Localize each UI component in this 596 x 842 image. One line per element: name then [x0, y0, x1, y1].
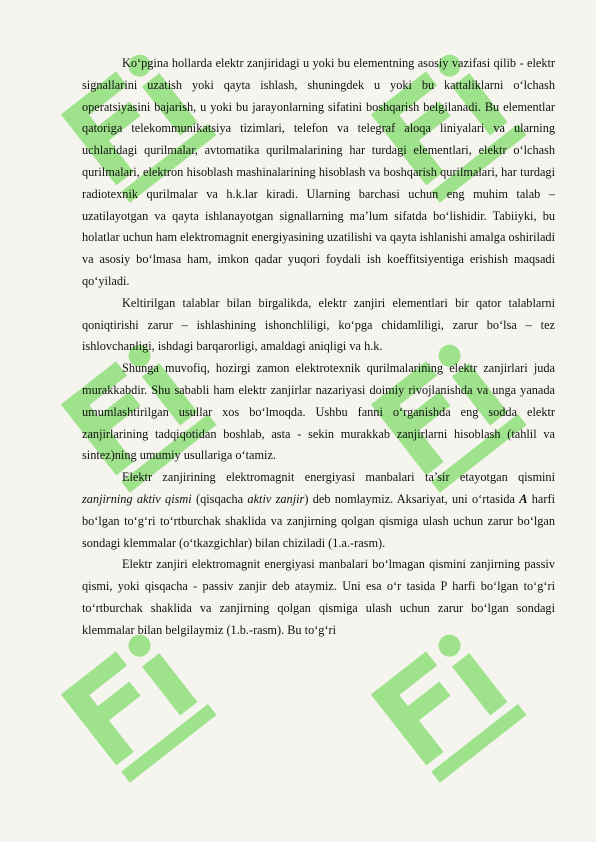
text-run: harfi bo‘lgan to‘g‘ri to‘rtburchak shaklida va zanjirning qolgan qismiga ulash uchun zarur bo‘lgan sondagi klemmalar (o‘tkazgichlar) bilan chiziladi (1.a.-rasm).: [82, 491, 555, 550]
text-run: Shunga muvofiq, hozirgi zamon elektrotexnik qurilmalarining elektr zanjirlari juda murakkabdir. Shu sababli ham elektr zanjirlar nazariyasi doimiy rivojlanishda va unga yanada umumlashtirilgan usullar xos bo‘lmoqda. Ushbu fanni o‘rganishda eng sodda elektr zanjirlarining tadqiqotidan boshlab, asta - sekin murakkab zanjirlarni hisoblash (tahlil va sintez)ning umumiy usullariga o‘tamiz.: [82, 361, 555, 463]
text-run: ) deb nomlaymiz. Aksariyat, uni o‘rtasida: [304, 491, 520, 506]
symbol-a: A: [519, 491, 528, 506]
term-italic: aktiv zanjir: [247, 491, 305, 506]
text-run: Keltirilgan talablar bilan birgalikda, elektr zanjiri elementlari bir qator talablarni qoniqtirishi zarur – ishlashining ishonchliligi, ko‘pga chidamliligi, zarur bo‘lsa – tez ishlovchanligi, ishdagi barqarorligi, amaldagi aniqligi va h.k.: [82, 295, 555, 354]
document-body: [82, 53, 555, 642]
paragraph-active-circuit: [82, 467, 555, 554]
text-run: Elektr zanjiri elektromagnit energiyasi manbalari bo‘lmagan qismini zanjirning passiv qismi, yoki qisqacha - passiv zanjir deb ataymiz. Uni esa o‘r tasida P harfi bo‘lgan to‘g‘ri to‘rtburchak shaklida va zanjirning qolgan qismiga ulash uchun zarur bo‘lgan sondagi klemmalar bilan belgilaymiz (1.b.-rasm). Bu to‘g‘ri: [82, 557, 555, 637]
term-italic: zanjirning aktiv qismi: [82, 491, 192, 506]
text-run: Elektr zanjirining elektromagnit energiyasi manbalari ta’sir etayotgan qismini: [122, 470, 555, 485]
paragraph-intro: [82, 53, 555, 293]
text-run: Ko‘pgina hollarda elektr zanjiridagi u yoki bu elementning asosiy vazifasi qilib - elektr signallarini uzatish yoki qayta ishlash, shuningdek u yoki bu kattaliklarni o‘lchash operatsiyasini bajarish, u yoki bu jarayonlarning sifatini boshqarish belgilanadi. Bu elementlar qatoriga telekommunikatsiya tizimlari, telefon va telegraf aloqa liniyalari va ularning uchlaridagi qurilmalar, avtomatika qurilmalarining har turdagi elementlari, elektr o‘lchash qurilmalari, elektron hisoblash mashinalarining hisoblash va boshqarish qurilmalari, har turdagi radiotexnik qurilmalar va h.k.lar kiradi. Ularning barchasi uchun eng muhim talab – uzatilayotgan va qayta ishlanayotgan signallarning ma’lum sifatda bo‘lishidir. Tabiiyki, bu holatlar uchun ham elektromagnit energiyasining uzatilishi va qayta ishlanishi amalga oshiriladi va asosiy bo‘lmasa ham, imkon qadar yuqori foydali ish koeffitsiyentiga erishish maqsadi qo‘yiladi.: [82, 56, 555, 288]
paragraph-requirements: [82, 293, 555, 358]
text-run: (qisqacha: [191, 491, 248, 506]
paragraph-complexity: [82, 358, 555, 467]
paragraph-passive-circuit: [82, 554, 555, 641]
